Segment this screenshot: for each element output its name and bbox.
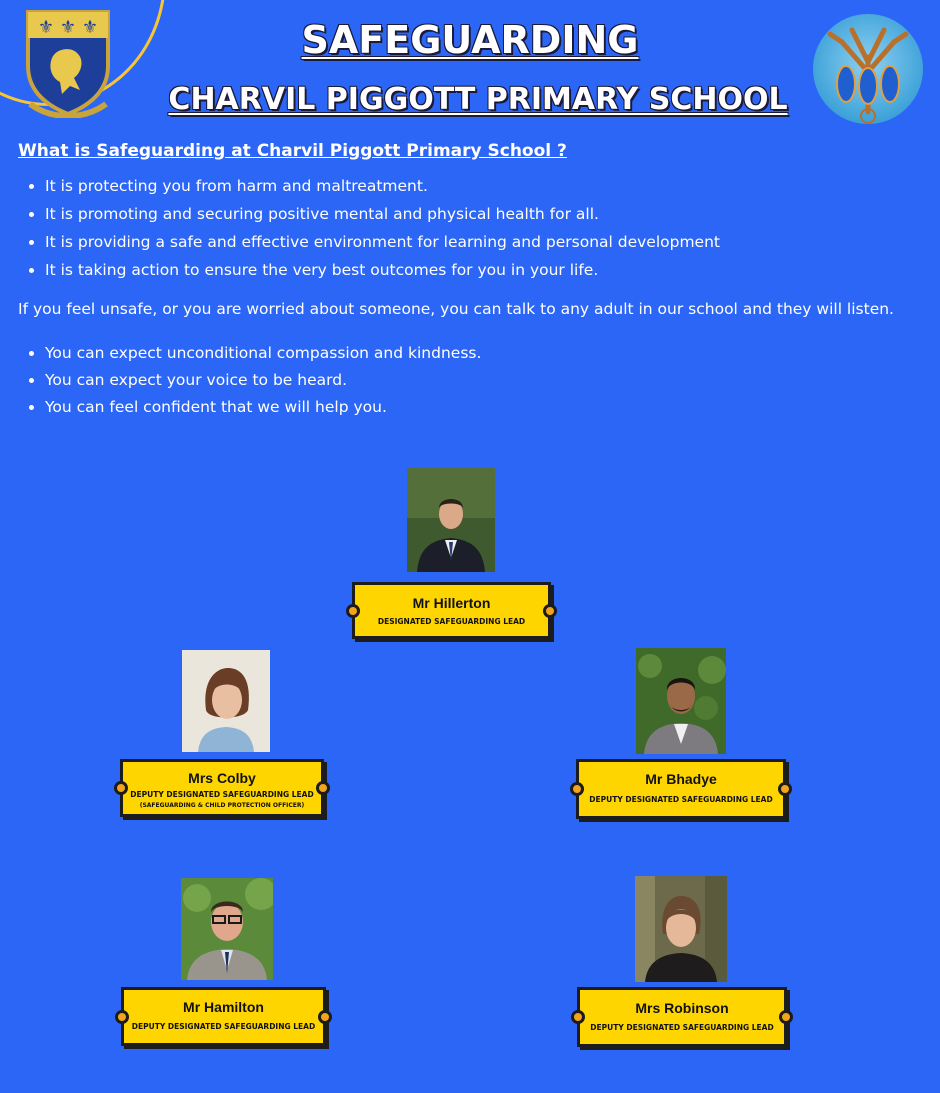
intro-heading: What is Safeguarding at Charvil Piggott Primary School ? — [18, 141, 567, 161]
list-item: • It is providing a safe and effective environment for learning and personal development — [45, 228, 720, 256]
staff-name: Mr Hillerton — [412, 595, 491, 611]
list-item: • It is protecting you from harm and maltreatment. — [45, 172, 720, 200]
school-name: CHARVIL PIGGOTT PRIMARY SCHOOL — [168, 82, 788, 117]
staff-card-hillerton — [352, 582, 551, 639]
staff-photo-bhadye — [636, 648, 726, 754]
page-title: SAFEGUARDING — [301, 18, 639, 62]
staff-photo-hamilton — [181, 878, 273, 980]
staff-photo-hillerton — [407, 468, 495, 572]
list-item: • You can expect unconditional compassion and kindness. — [45, 340, 481, 367]
staff-role: DESIGNATED SAFEGUARDING LEAD — [377, 617, 526, 626]
staff-role: DEPUTY DESIGNATED SAFEGUARDING LEAD — [130, 790, 314, 799]
connector-dot — [114, 781, 128, 795]
connector-dot — [778, 782, 792, 796]
connector-dot — [316, 781, 330, 795]
list-item: • You can expect your voice to be heard. — [45, 367, 481, 394]
staff-name: Mr Hamilton — [183, 999, 264, 1015]
list-item: • You can feel confident that we will help you. — [45, 394, 481, 421]
staff-card-colby — [120, 759, 324, 817]
staff-photo-robinson — [635, 876, 727, 982]
staff-card-hamilton — [121, 987, 326, 1046]
list-item: • It is promoting and securing positive mental and physical health for all. — [45, 200, 720, 228]
svg-text:⚜: ⚜ — [37, 17, 55, 38]
connector-dot — [570, 782, 584, 796]
staff-name: Mr Bhadye — [645, 771, 717, 787]
staff-name: Mrs Robinson — [635, 1000, 729, 1016]
connector-dot — [543, 604, 557, 618]
svg-text:⚜: ⚜ — [59, 17, 77, 38]
staff-name: Mrs Colby — [188, 770, 256, 786]
connector-dot — [571, 1010, 585, 1024]
talk-to-adult-paragraph: If you feel unsafe, or you are worried about someone, you can talk to any adult in our school and they will listen. — [18, 300, 894, 318]
list-item: • It is taking action to ensure the very best outcomes for you in your life. — [45, 256, 720, 284]
connector-dot — [318, 1010, 332, 1024]
staff-card-robinson — [577, 987, 787, 1047]
reassurance-list — [18, 340, 481, 421]
staff-role: DEPUTY DESIGNATED SAFEGUARDING LEAD — [589, 795, 773, 804]
staff-role: DEPUTY DESIGNATED SAFEGUARDING LEAD — [131, 1022, 316, 1031]
staff-role-detail: (SAFEGUARDING & CHILD PROTECTION OFFICER) — [139, 802, 305, 809]
safeguarding-points-list — [18, 172, 720, 284]
staff-card-bhadye — [576, 759, 786, 819]
connector-dot — [115, 1010, 129, 1024]
connector-dot — [779, 1010, 793, 1024]
svg-text:⚜: ⚜ — [81, 17, 99, 38]
staff-photo-colby — [182, 650, 270, 752]
connector-dot — [346, 604, 360, 618]
staff-role: DEPUTY DESIGNATED SAFEGUARDING LEAD — [590, 1023, 774, 1032]
